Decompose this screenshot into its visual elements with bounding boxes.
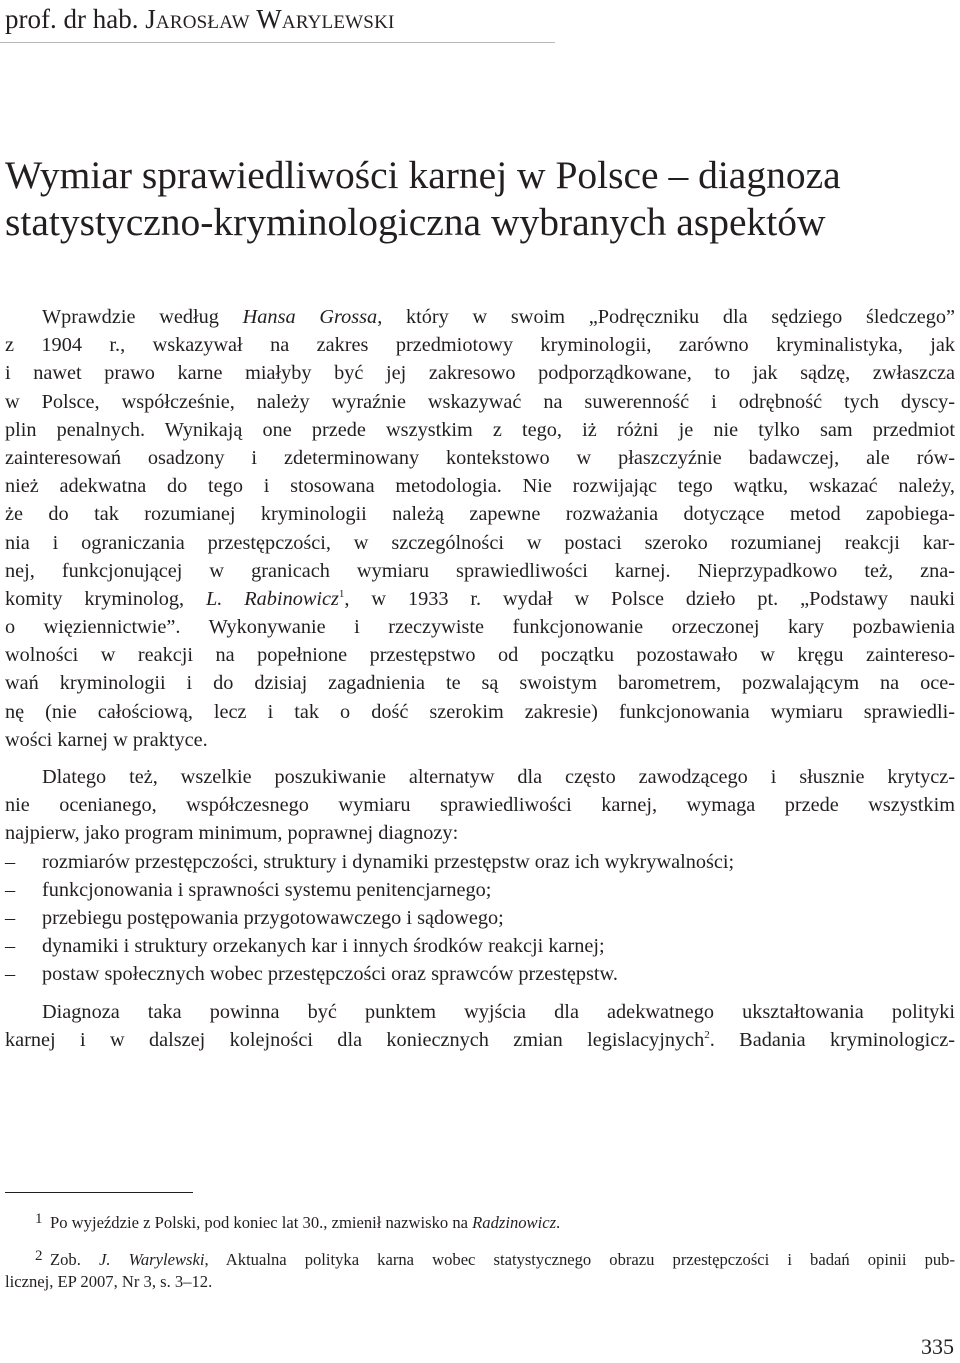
header-divider (0, 42, 555, 43)
text-line (5, 303, 955, 331)
text-line: wości karnej w praktyce. (5, 728, 208, 751)
footnote-number: 2 (35, 1248, 43, 1264)
title-line-1: Wymiar sprawiedliwości karnej w Polsce – diagnoza (5, 153, 841, 197)
text-span: , w 1933 r. wydał w Polsce dzieło pt. „Podstawy nauki (344, 587, 955, 610)
dash-bullet: – (5, 963, 16, 986)
list-item (5, 960, 955, 988)
list-item (5, 932, 955, 960)
list-item-text: rozmiarów przestępczości, struktury i dynamiki przestępstw oraz ich wykrywalności; (42, 850, 735, 873)
italic-name: Radzinowicz (472, 1213, 557, 1232)
list-item-text: przebiegu postępowania przygotowawczego i sądowego; (42, 906, 504, 929)
list-item-text: postaw społecznych wobec przestępczości oraz sprawców przestępstw. (42, 963, 618, 986)
running-header (5, 2, 395, 36)
text-line (5, 585, 955, 613)
footnote-divider (5, 1192, 193, 1193)
footnote-number: 1 (35, 1211, 43, 1227)
text-line: zainteresowań osadzony i zdeterminowany kontekstowo w płaszczyźnie badawczej, ale rów- (5, 446, 955, 469)
text-line: z 1904 r., wskazywał na zakres przedmiotowy kryminologii, zarówno kryminalistyka, jak (5, 334, 955, 357)
text-span: Wprawdzie według (42, 306, 243, 328)
page-number: 335 (921, 1334, 954, 1359)
dash-bullet: – (5, 906, 16, 929)
text-line: wań kryminologii i do dzisiaj zagadnienia te są swoistym barometrem, pozwalającym na oce- (5, 672, 955, 695)
text-line: plin penalnych. Wynikają one przede wszystkim z tego, iż różni je nie tylko sam przedmiot (5, 418, 955, 441)
title-line-2: statystyczno-kryminologiczna wybranych aspektów (5, 200, 826, 244)
author-name: Jarosław Warylewski (145, 4, 395, 34)
footnotes (5, 1207, 955, 1294)
text-line: w Polsce, współcześnie, należy wyraźnie wskazywać na suwerenność i odrębność tych dyscy- (5, 390, 955, 413)
text-line: nie ocenianego, współczesnego wymiaru sprawiedliwości karnej, wymaga przede wszystkim (5, 794, 955, 817)
dash-bullet: – (5, 878, 16, 901)
list-item (5, 848, 955, 876)
text-span: Zob. (50, 1250, 99, 1269)
text-line: i nawet prawo karne miałyby być jej zakresowo podporządkowane, to jak sądzę, zwłaszcza (5, 362, 955, 385)
text-line: o więziennictwie”. Wykonywanie i rzeczywiste funkcjonowanie orzeczonej kary pozbawienia (5, 616, 955, 639)
footnote-ref-1[interactable]: 1 (338, 587, 345, 600)
paragraph-3 (5, 998, 955, 1054)
text-line: nej, funkcjonującej w granicach wymiaru sprawiedliwości karnej. Nieprzypadkowo też, zna- (5, 559, 955, 582)
text-span: , który w swoim „Podręczniku dla sędziego śledczego” (377, 306, 955, 328)
diagnosis-list (5, 848, 955, 989)
list-item (5, 904, 955, 932)
text-line: nia i ograniczania przestępczości, w szczególności w postaci szeroko rozumianej reakcji kar- (5, 531, 955, 554)
italic-name: Hansa Grossa (242, 306, 378, 328)
text-line: nę (nie całościową, lecz i tak o dość szerokim zakresie) funkcjonowania wymiaru sprawiedli- (5, 700, 955, 723)
author-title: prof. dr hab. (5, 4, 139, 34)
article-title (5, 152, 955, 246)
text-span: karnej i w dalszej kolejności dla koniecznych zmian legislacyjnych (5, 1028, 705, 1051)
italic-name: L. Rabinowicz (206, 587, 339, 610)
text-span: , Aktualna polityka karna wobec statystycznego obrazu przestępczości i badań opinii pub- (204, 1250, 955, 1269)
footnote-1 (5, 1207, 955, 1232)
text-span: komity kryminolog, (5, 587, 206, 610)
list-item-text: funkcjonowania i sprawności systemu penitencjarnego; (42, 878, 492, 901)
text-line: Diagnoza taka powinna być punktem wyjścia dla adekwatnego ukształtowania polityki (42, 1000, 955, 1023)
text-line: najpierw, jako program minimum, poprawnej diagnozy: (5, 822, 459, 845)
footnote-ref-2[interactable]: 2 (704, 1028, 710, 1041)
text-line: nież adekwatna do tego i stosowana metodologia. Nie rozwijając tego wątku, wskazać należy, (5, 475, 955, 498)
text-span: . Badania kryminologicz- (709, 1028, 955, 1051)
dash-bullet: – (5, 850, 16, 873)
list-item-text: dynamiki i struktury orzekanych kar i innych środków reakcji karnej; (42, 935, 605, 958)
paragraph-2 (5, 763, 955, 848)
article-body (5, 303, 955, 1054)
text-line: Dlatego też, wszelkie poszukiwanie alternatyw dla często zawodzącego i słusznie krytycz- (42, 766, 955, 788)
text-line: że do tak rozumianej kryminologii należą zapewne rozważania dotyczące metod zapobiega- (5, 503, 955, 526)
dash-bullet: – (5, 935, 16, 958)
text-line: wolności w reakcji na popełnione przestępstwo od początku pozostawało w kręgu zaintereso- (5, 644, 955, 667)
italic-name: J. Warylewski (98, 1250, 205, 1269)
paragraph-1 (5, 303, 955, 754)
text-span: . (556, 1213, 561, 1232)
list-item (5, 876, 955, 904)
text-line (5, 1026, 955, 1054)
text-span: Po wyjeździe z Polski, pod koniec lat 30., zmienił nazwisko na (50, 1213, 473, 1232)
footnote-2-continued: licznej, EP 2007, Nr 3, s. 3–12. (5, 1272, 213, 1291)
footnote-2 (5, 1244, 955, 1269)
